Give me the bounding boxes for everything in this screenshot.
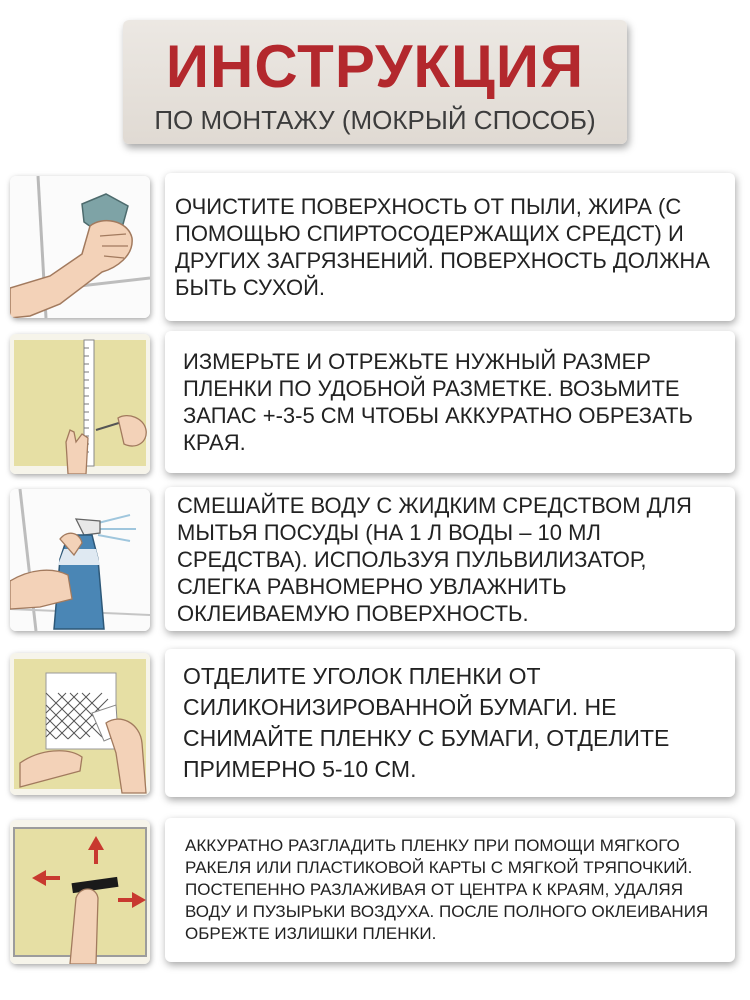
step-5-text-box bbox=[165, 818, 735, 962]
page-title: ИНСТРУКЦИЯ bbox=[165, 33, 585, 100]
step-3-text: СМЕШАЙТЕ ВОДУ С ЖИДКИМ СРЕДСТВОМ ДЛЯ МЫТЬЯ ПОСУДЫ (НА 1 Л ВОДЫ – 10 МЛ СРЕДСТВА). ИСПОЛЬЗУЯ ПУЛЬВИЛИЗАТОР, СЛЕГКА РАВНОМЕРНО УВЛАЖНИТЬ ОКЛЕИВАЕМУЮ ПОВЕРХНОСТЬ. bbox=[177, 492, 692, 626]
step-3-text-box bbox=[165, 487, 735, 631]
step-2-text-box bbox=[165, 331, 735, 473]
step-1-text: ОЧИСТИТЕ ПОВЕРХНОСТЬ ОТ ПЫЛИ, ЖИРА (С ПОМОЩЬЮ СПИРТОСОДЕРЖАЩИХ СРЕДСТ) И ДРУГИХ ЗАГРЯЗНЕНИЙ. ПОВЕРХНОСТЬ ДОЛЖНА БЫТЬ СУХОЙ. bbox=[175, 194, 710, 300]
step-4-text: ОТДЕЛИТЕ УГОЛОК ПЛЕНКИ ОТ СИЛИКОНИЗИРОВАННОЙ БУМАГИ. НЕ СНИМАЙТЕ ПЛЕНКУ С БУМАГИ, ОТДЕЛИТЕ ПРИМЕРНО 5-10 СМ. bbox=[183, 663, 670, 782]
page-subtitle: ПО МОНТАЖУ (МОКРЫЙ СПОСОБ) bbox=[154, 105, 596, 135]
spray-bottle-illustration bbox=[10, 489, 150, 631]
step-5-text: АККУРАТНО РАЗГЛАДИТЬ ПЛЕНКУ ПРИ ПОМОЩИ МЯГКОГО РАКЕЛЯ ИЛИ ПЛАСТИКОВОЙ КАРТЫ С МЯГКОЙ ТРЯПОЧКИЙ. ПОСТЕПЕННО РАЗЛАЖИВАЯ ОТ ЦЕНТРА К КРАЯМ, УДАЛЯЯ ВОДУ И ПУЗЫРЬКИ ВОЗДУХА. ПОСЛЕ ПОЛНОГО ОКЛЕИВАНИЯ ОБРЕЖТЕ ИЗЛИШКИ ПЛЕНКИ. bbox=[185, 836, 709, 943]
measuring-and-cutting-film-illustration bbox=[10, 334, 150, 474]
step-1-text-box bbox=[165, 173, 735, 321]
step-4-text-box bbox=[165, 649, 735, 797]
instruction-header bbox=[123, 20, 627, 144]
peeling-film-corner-illustration bbox=[10, 653, 150, 795]
step-2-text: ИЗМЕРЬТЕ И ОТРЕЖЬТЕ НУЖНЫЙ РАЗМЕР ПЛЕНКИ ПО УДОБНОЙ РАЗМЕТКЕ. ВОЗЬМИТЕ ЗАПАС +-3-5 СМ ЧТОБЫ АККУРАТНО ОБРЕЗАТЬ КРАЯ. bbox=[183, 349, 693, 455]
squeegee-smoothing-illustration bbox=[10, 820, 150, 964]
hand-cleaning-window-illustration bbox=[10, 176, 150, 318]
